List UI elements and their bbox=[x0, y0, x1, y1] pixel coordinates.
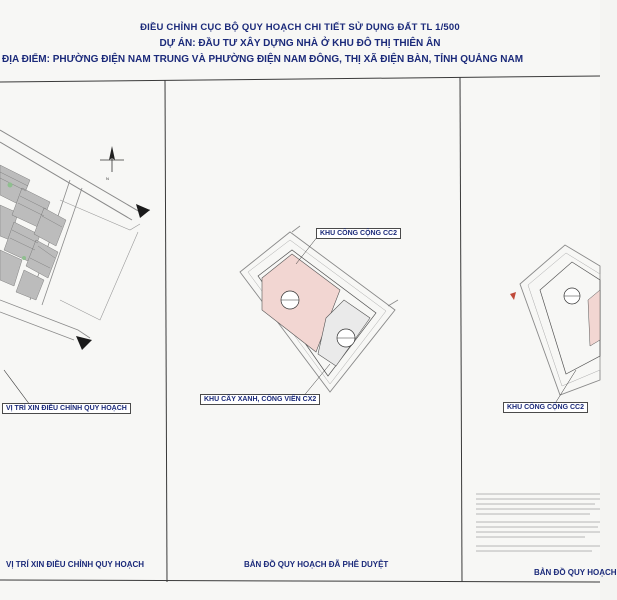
sheet-title: ĐIỀU CHỈNH CỤC BỘ QUY HOẠCH CHI TIẾT SỬ DỤNG ĐẤT TL 1/500 bbox=[140, 22, 460, 33]
location-plan bbox=[0, 130, 150, 405]
north-arrow-icon bbox=[100, 146, 124, 181]
label-cc2: KHU CÔNG CỘNG CC2 bbox=[316, 228, 401, 239]
panel-divider-left bbox=[165, 80, 167, 582]
right-panel-caption: BẢN ĐỒ QUY HOẠCH bbox=[534, 568, 617, 577]
svg-text:N: N bbox=[106, 176, 109, 181]
middle-panel-caption: BẢN ĐỒ QUY HOẠCH ĐÃ PHÊ DUYỆT bbox=[244, 560, 389, 569]
sheet-header bbox=[0, 22, 600, 65]
revised-plan bbox=[476, 245, 600, 551]
panel-divider-right bbox=[460, 77, 462, 582]
label-cx2: KHU CÂY XANH, CÔNG VIÊN CX2 bbox=[200, 394, 320, 405]
project-location: ĐỊA ĐIỂM: PHƯỜNG ĐIỆN NAM TRUNG VÀ PHƯỜNG ĐIỆN NAM ĐÔNG, THỊ XÃ ĐIỆN BÀN, TỈNH QUẢNG NAM bbox=[2, 54, 524, 65]
project-name: DỰ ÁN: ĐẦU TƯ XÂY DỰNG NHÀ Ở KHU ĐÔ THỊ THIÊN ÂN bbox=[159, 38, 441, 49]
frame-bottom-line bbox=[0, 580, 600, 582]
right-label-cc2: KHU CÔNG CỘNG CC2 bbox=[503, 402, 588, 413]
location-callout: VỊ TRÍ XIN ĐIỀU CHỈNH QUY HOẠCH bbox=[2, 403, 131, 414]
approved-plan bbox=[240, 226, 398, 398]
left-panel-caption: VỊ TRÍ XIN ĐIỀU CHỈNH QUY HOẠCH bbox=[6, 560, 145, 569]
frame-top-line bbox=[0, 76, 600, 82]
